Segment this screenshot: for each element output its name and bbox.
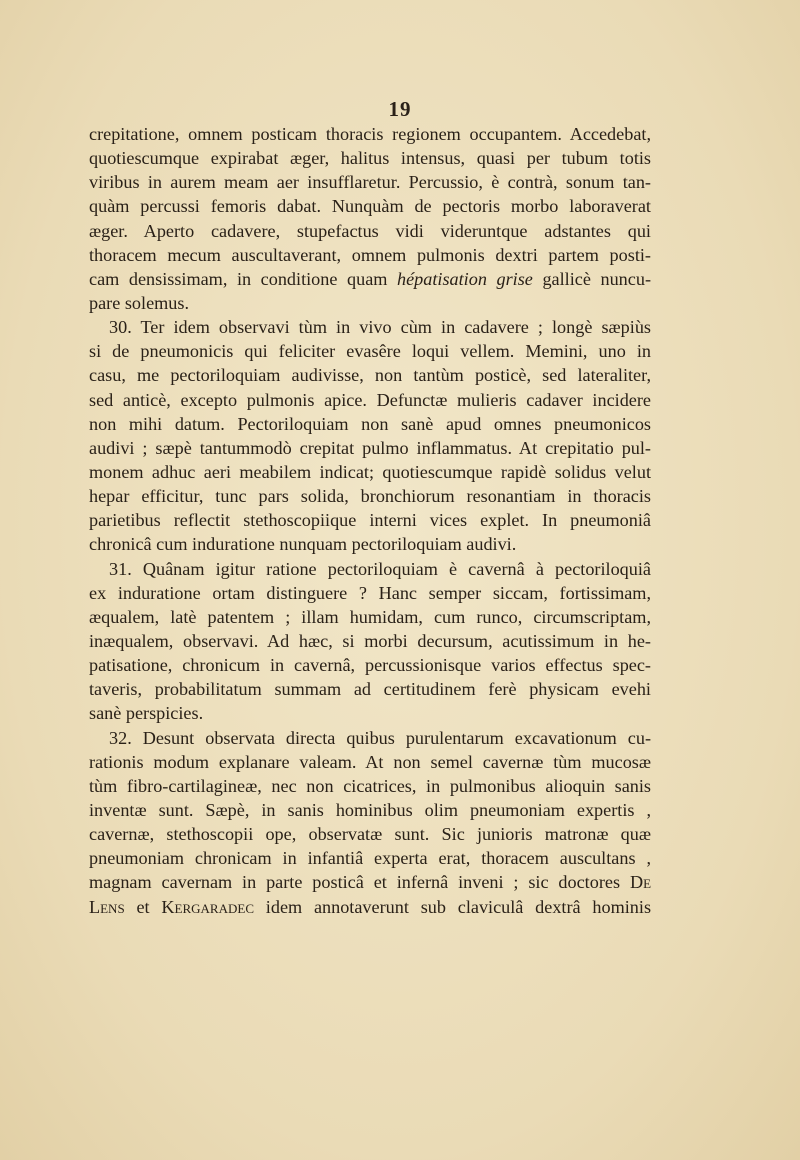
text-line: quàm percussi femoris dabat. Nunquàm de pectoris morbo laboraverat	[89, 196, 651, 217]
text-line: cavernæ, stethoscopii ope, observatæ sunt. Sic junioris matronæ quæ	[89, 824, 651, 845]
body-text	[89, 122, 651, 919]
author-name: De	[629, 872, 652, 893]
text-line: parietibus reflectit stethoscopiique interni vices explet. In pneumoniâ	[89, 510, 651, 531]
italic-term: hépatisation grise	[397, 268, 533, 289]
author-name: Kergaradec	[161, 896, 254, 917]
text-line: si de pneumonicis qui feliciter evasêre loqui vellem. Memini, uno in	[89, 341, 651, 362]
text-line: inæqualem, observavi. Ad hæc, si morbi decursum, acutissimum in he-	[89, 630, 651, 651]
text-segment: magnam cavernam in parte posticâ et infernâ inveni ; sic doctores	[89, 872, 621, 893]
text-line: æger. Aperto cadavere, stupefactus vidi videruntque adstantes qui	[89, 220, 651, 241]
text-line: audivi ; sæpè tantummodò crepitat pulmo inflammatus. At crepitatio pul-	[89, 437, 651, 458]
text-line: æqualem, latè patentem ; illam humidam, cum runco, circumscriptam,	[89, 606, 651, 627]
text-line: sed anticè, excepto pulmonis apice. Defunctæ mulieris cadaver incidere	[89, 389, 651, 410]
text-line: hepar efficitur, tunc pars solida, bronchiorum resonantiam in thoracis	[89, 486, 651, 507]
text-segment: idem annotaverunt sub claviculâ dextrâ hominis	[265, 896, 652, 917]
text-segment: gallicè nuncu-	[542, 268, 651, 289]
text-line: taveris, probabilitatum summam ad certitudinem ferè physicam evehi	[89, 679, 651, 700]
text-line: casu, me pectoriloquiam audivisse, non tantùm posticè, sed lateraliter,	[89, 365, 651, 386]
text-line: non mihi datum. Pectoriloquiam non sanè apud omnes pneumonicos	[89, 413, 651, 434]
author-name: Lens	[89, 896, 137, 917]
text-line: rationis modum explanare valeam. At non semel cavernæ tùm mucosæ	[89, 751, 651, 772]
text-line: pare solemus.	[89, 292, 190, 313]
page-number: 19	[388, 97, 412, 121]
text-line: chronicâ cum induratione nunquam pectoriloquiam audivi.	[89, 534, 517, 555]
text-line: ex induratione ortam distinguere ? Hanc semper siccam, fortissimam,	[89, 582, 651, 603]
text-line: tùm fibro-cartilagineæ, nec non cicatrices, in pulmonibus alioquin sanis	[89, 775, 651, 796]
text-line: patisatione, chronicum in cavernâ, percussionisque varios effectus spec-	[89, 655, 651, 676]
text-line: crepitatione, omnem posticam thoracis regionem occupantem. Accedebat,	[89, 124, 651, 144]
text-line: viribus in aurem meam aer insufflaretur. Percussio, è contrà, sonum tan-	[89, 172, 651, 193]
text-line: monem adhuc aeri meabilem indicat; quotiescumque rapidè solidus velut	[89, 461, 651, 482]
text-line: thoracem mecum auscultaverant, omnem pulmonis dextri partem posti-	[89, 244, 651, 265]
paragraph-31-start: 31. Quânam igitur ratione pectoriloquiam è cavernâ à pectoriloquiâ	[109, 558, 651, 579]
paragraph-30-start: 30. Ter idem observavi tùm in vivo cùm in cadavere ; longè sæpiùs	[109, 317, 651, 338]
text-segment: cam densissimam, in conditione quam	[89, 268, 388, 289]
text-line: pneumoniam chronicam in infantiâ experta erat, thoracem auscultans ,	[89, 848, 651, 869]
text-line: inventæ sunt. Sæpè, in sanis hominibus olim pneumoniam expertis ,	[89, 799, 651, 820]
text-line	[89, 895, 651, 919]
text-segment: et	[136, 896, 150, 917]
paragraph-32-start: 32. Desunt observata directa quibus purulentarum excavationum cu-	[109, 727, 651, 748]
text-line: sanè perspicies.	[89, 703, 204, 724]
text-line	[89, 267, 651, 291]
text-line: quotiescumque expirabat æger, halitus intensus, quasi per tubum totis	[89, 148, 651, 169]
text-line	[89, 870, 651, 894]
